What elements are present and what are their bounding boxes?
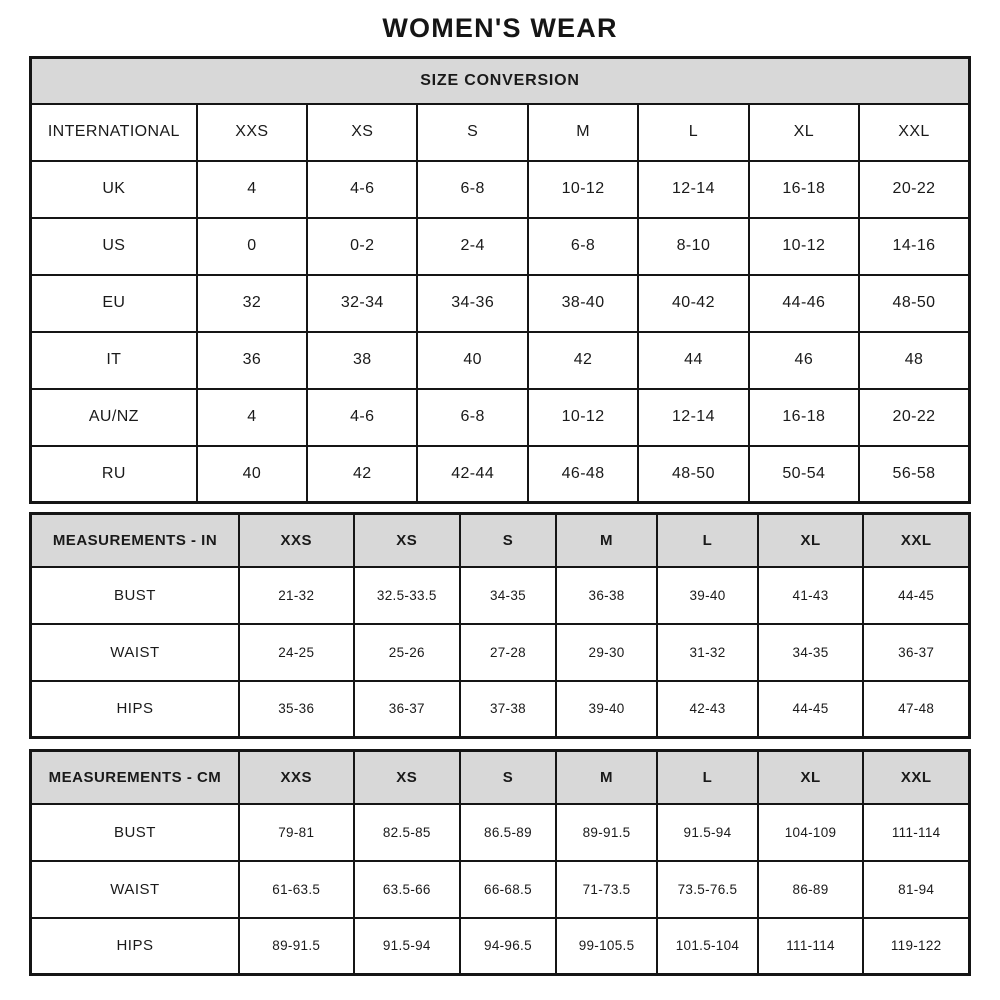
measurement-label: HIPS (31, 918, 239, 975)
measurement-value: 27-28 (460, 624, 556, 681)
measurement-value: 104-109 (758, 804, 864, 861)
size-value: 46-48 (528, 446, 638, 503)
size-value: 4 (197, 389, 307, 446)
size-conversion-header-row (31, 104, 970, 161)
size-value: 40 (417, 332, 527, 389)
measurement-value: 63.5-66 (354, 861, 461, 918)
size-value: 4-6 (307, 389, 417, 446)
size-value: 50-54 (749, 446, 859, 503)
size-value: 32 (197, 275, 307, 332)
region-label: EU (31, 275, 197, 332)
size-value: 38-40 (528, 275, 638, 332)
measurement-value: 89-91.5 (239, 918, 354, 975)
measurement-label: WAIST (31, 861, 239, 918)
size-value: 38 (307, 332, 417, 389)
measurement-value: 32.5-33.5 (354, 567, 461, 624)
measurement-value: 34-35 (460, 567, 556, 624)
conversion-corner-header: INTERNATIONAL (31, 104, 197, 161)
size-value: 16-18 (749, 161, 859, 218)
size-value: 42 (307, 446, 417, 503)
measurements-cm-header-row (31, 751, 970, 804)
conversion-row-it (31, 332, 970, 389)
measurements-in-table (29, 512, 971, 739)
measurement-value: 101.5-104 (657, 918, 757, 975)
measurement-size-header: S (460, 514, 556, 567)
measurements-cm-row-hips (31, 918, 970, 975)
measurement-value: 119-122 (863, 918, 969, 975)
measurement-value: 66-68.5 (460, 861, 556, 918)
measurement-value: 79-81 (239, 804, 354, 861)
measurement-value: 36-38 (556, 567, 657, 624)
measurement-value: 37-38 (460, 681, 556, 738)
measurement-value: 91.5-94 (354, 918, 461, 975)
measurement-value: 86-89 (758, 861, 864, 918)
measurement-value: 34-35 (758, 624, 864, 681)
measurement-size-header: XXL (863, 514, 969, 567)
size-value: 10-12 (528, 389, 638, 446)
region-label: UK (31, 161, 197, 218)
conversion-size-header: XXS (197, 104, 307, 161)
size-value: 46 (749, 332, 859, 389)
size-value: 12-14 (638, 389, 748, 446)
conversion-size-header: XL (749, 104, 859, 161)
measurement-value: 47-48 (863, 681, 969, 738)
conversion-row-us (31, 218, 970, 275)
measurements-in-row-waist (31, 624, 970, 681)
measurement-value: 24-25 (239, 624, 354, 681)
measurement-size-header: XXS (239, 514, 354, 567)
measurement-size-header: XXS (239, 751, 354, 804)
measurement-size-header: M (556, 514, 657, 567)
measurement-value: 31-32 (657, 624, 757, 681)
measurement-value: 36-37 (863, 624, 969, 681)
size-conversion-table (29, 56, 971, 504)
size-value: 6-8 (417, 161, 527, 218)
measurements-in-row-bust (31, 567, 970, 624)
size-value: 4-6 (307, 161, 417, 218)
measurement-value: 44-45 (758, 681, 864, 738)
size-value: 36 (197, 332, 307, 389)
measurement-value: 41-43 (758, 567, 864, 624)
measurement-value: 39-40 (556, 681, 657, 738)
size-value: 32-34 (307, 275, 417, 332)
conversion-size-header: XS (307, 104, 417, 161)
measurement-label: BUST (31, 567, 239, 624)
conversion-row-aunz (31, 389, 970, 446)
measurement-value: 82.5-85 (354, 804, 461, 861)
table-gap (0, 504, 1000, 512)
measurement-value: 35-36 (239, 681, 354, 738)
size-value: 20-22 (859, 389, 969, 446)
size-value: 48-50 (638, 446, 748, 503)
size-value: 34-36 (417, 275, 527, 332)
measurement-size-header: XL (758, 751, 864, 804)
size-value: 8-10 (638, 218, 748, 275)
size-value: 48-50 (859, 275, 969, 332)
size-value: 40-42 (638, 275, 748, 332)
measurement-value: 29-30 (556, 624, 657, 681)
measurement-value: 86.5-89 (460, 804, 556, 861)
measurements-cm-table (29, 749, 971, 976)
size-value: 10-12 (749, 218, 859, 275)
size-value: 12-14 (638, 161, 748, 218)
region-label: US (31, 218, 197, 275)
size-value: 40 (197, 446, 307, 503)
conversion-row-eu (31, 275, 970, 332)
measurements-cm-row-waist (31, 861, 970, 918)
measurements-in-header-row (31, 514, 970, 567)
table-gap (0, 739, 1000, 749)
measurement-value: 21-32 (239, 567, 354, 624)
measurement-value: 25-26 (354, 624, 461, 681)
size-value: 44 (638, 332, 748, 389)
size-conversion-banner-row (31, 58, 970, 104)
measurement-size-header: L (657, 751, 757, 804)
measurement-size-header: M (556, 751, 657, 804)
measurement-label: BUST (31, 804, 239, 861)
measurement-size-header: XXL (863, 751, 969, 804)
size-value: 20-22 (859, 161, 969, 218)
measurement-value: 71-73.5 (556, 861, 657, 918)
measurement-value: 99-105.5 (556, 918, 657, 975)
size-value: 42-44 (417, 446, 527, 503)
measurement-value: 81-94 (863, 861, 969, 918)
conversion-size-header: L (638, 104, 748, 161)
size-value: 0-2 (307, 218, 417, 275)
measurement-value: 61-63.5 (239, 861, 354, 918)
size-value: 44-46 (749, 275, 859, 332)
measurement-value: 42-43 (657, 681, 757, 738)
size-conversion-title: SIZE CONVERSION (31, 58, 970, 104)
measurement-value: 39-40 (657, 567, 757, 624)
measurement-value: 89-91.5 (556, 804, 657, 861)
size-value: 16-18 (749, 389, 859, 446)
measurement-value: 91.5-94 (657, 804, 757, 861)
measurement-value: 73.5-76.5 (657, 861, 757, 918)
measurement-label: WAIST (31, 624, 239, 681)
region-label: RU (31, 446, 197, 503)
conversion-row-ru (31, 446, 970, 503)
measurement-value: 111-114 (758, 918, 864, 975)
size-value: 2-4 (417, 218, 527, 275)
measurement-value: 36-37 (354, 681, 461, 738)
size-value: 42 (528, 332, 638, 389)
conversion-size-header: M (528, 104, 638, 161)
measurement-size-header: S (460, 751, 556, 804)
measurement-size-header: L (657, 514, 757, 567)
measurements-in-title: MEASUREMENTS - IN (31, 514, 239, 567)
measurement-size-header: XS (354, 514, 461, 567)
page-title: WOMEN'S WEAR (382, 13, 618, 43)
conversion-size-header: XXL (859, 104, 969, 161)
size-value: 6-8 (417, 389, 527, 446)
measurement-value: 111-114 (863, 804, 969, 861)
size-value: 10-12 (528, 161, 638, 218)
measurement-size-header: XS (354, 751, 461, 804)
measurements-cm-title: MEASUREMENTS - CM (31, 751, 239, 804)
measurements-in-row-hips (31, 681, 970, 738)
size-value: 0 (197, 218, 307, 275)
measurement-label: HIPS (31, 681, 239, 738)
measurement-size-header: XL (758, 514, 864, 567)
region-label: AU/NZ (31, 389, 197, 446)
measurement-value: 44-45 (863, 567, 969, 624)
measurement-value: 94-96.5 (460, 918, 556, 975)
size-value: 6-8 (528, 218, 638, 275)
conversion-size-header: S (417, 104, 527, 161)
region-label: IT (31, 332, 197, 389)
size-value: 56-58 (859, 446, 969, 503)
size-value: 48 (859, 332, 969, 389)
size-value: 14-16 (859, 218, 969, 275)
size-value: 4 (197, 161, 307, 218)
measurements-cm-row-bust (31, 804, 970, 861)
conversion-row-uk (31, 161, 970, 218)
